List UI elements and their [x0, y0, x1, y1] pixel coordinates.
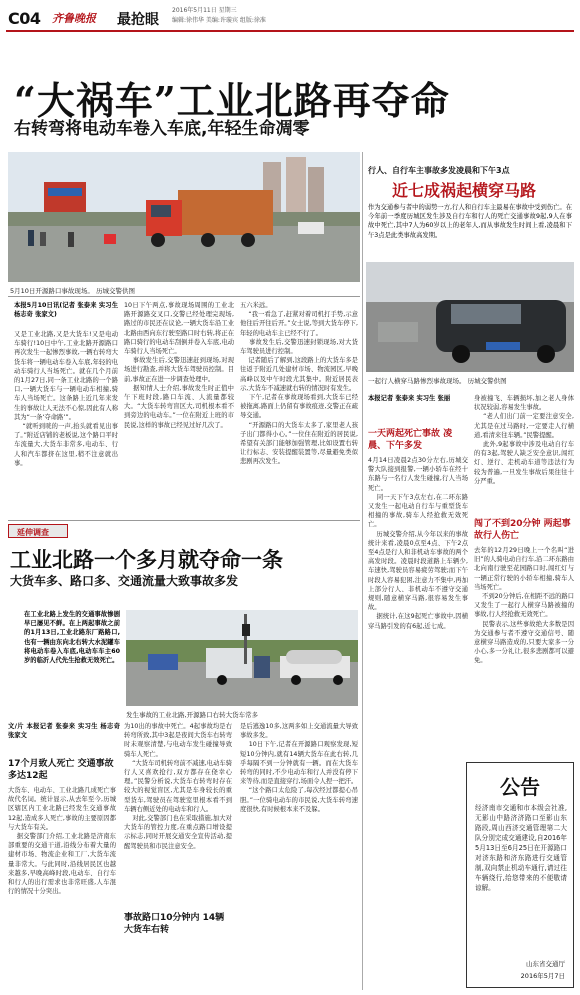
side-lead: 作为交通参与者中的弱势一方,行人和自行车主最易在事故中受到伤亡。在今年前一季度历城区发生涉及自行车和行人的死亡交通事故9起,9人在事故中死亡,其中7人为60岁以上的老年人,而从事故发生时间上看,凌晨和下午3点是此类事故高发期。 [368, 204, 572, 239]
investigation-subhead: 大货车多、路口多、交通流量大致事故多发 [10, 574, 239, 588]
crash-car-illustration [366, 262, 574, 372]
investigation-byline: 文/片 本报记者 张泰来 实习生 杨志奇 张家文 [8, 723, 123, 740]
side-body-col3: 去年的12月29日晚上一个名叫“进旧”的人骑电动自行车,沿二环东路由北向南行驶至花园路口时,闯红灯与一辆正常行驶的小轿车相撞,骑车人当场死亡。 不到20分钟后,在相距不远的路口又发生了一起行人横穿马路被撞的事故,行人经抢救无效死亡。 民警表示,这些事故绝大多数是因为交通参与者不遵守交通信号、随意横穿马路造成的,只要大家多一分小心,多一分礼让,很多悲剧都可以避免。 [474, 547, 574, 665]
investigation-body-col3: 是后逃逸10多,这两多如上交通流量大导致事故多发。 10日下午,记者在开源路口观察发现,短短10分钟内,就有14辆大货车在此右转,几乎每隔不到一分钟就有一辆。而在大货车转弯的同时,不少电动车和行人并没有停下来等待,而是直接穿行,场面令人捏一把汗。 “这个路口太危险了,每次经过都提心吊胆。”一位骑电动车的市民说,大货车转弯速度很快,有时候根本来不及躲。 [240, 723, 358, 813]
side-body-col1: 4月14日凌晨2点30分左右,历城交警大队接到报警,一辆小轿车在经十东路与一名行人发生碰撞,行人当场死亡。 同一天下午3点左右,在二环东路又发生一起电动自行车与重型货车相撞的事故,骑车人经抢救无效死亡。 历城交警介绍,从今年以来的事故统计来看,凌晨0点至4点、下午2点至4点是行人和非机动车事故的两个高发时段。凌晨时段道路上车辆少,车速快,驾驶员容易疲劳驾驶;而下午时段人容易犯困,注意力不集中,再加上部分行人、非机动车不遵守交通规则,随意横穿马路,很容易发生事故。 据统计,在这9起死亡事故中,因横穿马路引发的有6起,近七成。 [368, 457, 468, 630]
issue-date: 2016年5月11日 星期三 [172, 7, 237, 14]
main-byline: 本报5月10日讯(记者 张泰来 实习生 杨志奇 张家文) [14, 302, 121, 319]
side-subhead-2: 闯了不到20分钟 两起事故行人伤亡 [474, 519, 571, 541]
side-kicker: 行人、自行车主事故多发凌晨和下午3点 [368, 166, 510, 175]
section-title: 最抢眼 [117, 12, 159, 28]
main-subhead: 右转弯将电动车卷入车底,年轻生命凋零 [14, 119, 310, 139]
paper-logo: 齐鲁晚报 [52, 12, 96, 25]
investigation-lead: 在工业北路上发生的交通事故惨剧早已屡见不鲜。在上两起事故之前的1月13日,工业北路东厂路路口,也有一辆由东向北右转大水泥罐车将电动车卷入车底,电动车车主60岁的临沂人代先生抢救无效死亡。 [24, 611, 120, 665]
side-photo [366, 262, 574, 372]
investigation-photo [126, 610, 358, 706]
notice-body: 经济南市交通和市本级会社准,无影山中路济济路口至影山东路段,周山西济交通管理第二大队分别完成交通建设,自2016年5月13日至6月25日在开源路口对济东路和济东路进行交通管制,双向禁止机动车通行,请过往车辆绕行,给您带来的不便敬请谅解。 [475, 804, 567, 892]
notice-date: 2016年5月7日 [520, 972, 565, 980]
investigation-body-col1: 大货车、电动车、工业北路几成死亡事故代名词。统计显示,从去年至今,历城区辖区内工业北路已经发生交通事故12起,造成多人死亡,事故的主要原因都与大货车有关。 据交警部门介绍,工业北路是济南东部重要的交通干道,沿线分布着大量的建材市场、物流企业和工厂,大货车流量非常大。与此同时,沿线居民区也越来越多,早晚高峰时段,电动车、自行车和行人的出行需求也非常旺盛,人车混行的情况十分突出。 [8, 787, 116, 896]
page-number: C04 [8, 9, 41, 28]
main-body-col2: 10日下午两点,事故现场周围的工业北路开源路交叉口,交警已经处理完现场,路过的市民还在议论,一辆大货车沿工业北路由西向东行驶至路口时右转,将正在路口骑行的电动车刮倒并卷入车底,电动车骑行人当场死亡。 事故发生后,交警迅速赶到现场,对现场进行勘查,并将大货车驾驶员控制。目前,事故正在进一步调查处理中。 据知情人士介绍,事故发生时正值中午下班时段,路口车流、人流量都较大。“大货车转弯盲区大,司机根本看不到旁边的电动车。”一位在附近上班的市民说,这样的事故已经见过好几次了。 [124, 302, 234, 429]
editor-credits: 编辑:徐伟华 美编:许璇宾 组版:徐准 [172, 17, 266, 24]
header-rule [6, 30, 574, 32]
investigation-body-col2: 为10出的事故中死亡。4起事故均是右转弯所致,其中3起是夜间大货车右转弯时未观察清楚,与电动车发生碰撞导致骑车人死亡。 “大货车司机转弯前不减速,电动车骑行人又喜欢抢行,双方都存在侥幸心理。”民警分析说,大货车右转弯时存在较大的视觉盲区,尤其是车身较长的重型货车,驾驶员在驾驶室里根本看不到车辆右侧近处的电动车和行人。 对此,交警部门也在采取措施,加大对大货车的管控力度,在重点路口增设提示标志,同时开展交通安全宣传活动,提醒驾驶员和市民注意安全。 [124, 723, 232, 850]
accident-photo-main [8, 152, 360, 282]
side-subhead: 一天两起死亡事故 凌晨、下午多发 [368, 429, 453, 451]
accident-scene-illustration [8, 152, 360, 282]
investigation-tag [8, 524, 68, 538]
notice-title: 公告 [500, 775, 540, 799]
section-rule [8, 520, 360, 521]
public-notice [466, 762, 574, 988]
side-title: 近七成祸起横穿马路 [392, 181, 537, 200]
column-divider [362, 152, 363, 990]
side-byline: 本报记者 张泰来 实习生 张丽 [368, 395, 451, 402]
investigation-h1: 17个月致人死亡 交通事故多达12起 [8, 759, 114, 781]
road-trucks-illustration [126, 610, 358, 706]
main-body-col3: 五六米远。 “我一看急了,赶紧对着司机打手势,示意他往后开往后开。”女士说,等到大货车停下,年轻的电动车主已经不行了。 事故发生后,交警迅速封锁现场,对大货车驾驶员进行控制。 记者随后了解到,这段路上的大货车多是往返于附近几处建材市场、物流园区,早晚高峰以及中午时段尤其集中。附近居民表示,大货车不减速就右转的情况时有发生。 下午,记者在事故现场看到,大货车已经被拖离,路面上仍留有事故痕迹,交警正在疏导交通。 “开源路口的大货车太多了,家里老人孩子出门都得小心。”一位住在附近的居民说,希望有关部门能够加强管理,比如设置右转让行标志、安装提醒装置等,尽量避免类似悲剧再次发生。 [240, 302, 359, 466]
side-body-col2: 身被撞飞、车辆损坏,加之老人身体状况较弱,容易发生事故。 “老人们出门前一定要注意安全,尤其是在过马路时,一定要走人行横道,看清来往车辆。”民警提醒。 此外,9起事故中涉及电动自行车的有3起,驾驶人缺乏安全意识,闯红灯、逆行、走机动车道等违法行为较为普遍,一旦发生事故后果往往十分严重。 [474, 395, 574, 485]
side-photo-caption: 一起行人横穿马路惨烈事故现场。 历城交警供图 [368, 377, 507, 385]
notice-signer: 山东省交通厅 [526, 960, 565, 968]
investigation-title: 工业北路一个多月就夺命一条 [10, 548, 283, 572]
investigation-photo-caption: 发生事故的工业北路,开源路口右转大货车常多 [126, 711, 259, 719]
main-photo-caption: 5月10日开源路口事故现场。 历城交警供图 [10, 287, 135, 295]
main-body-col1: 又是工业北路,又是大货车!又是电动车骑行!10日中午,工业北路开源路口再次发生一起惨烈事故,一辆右转弯大货车将一辆电动车卷入车底,年轻的电动车骑行人当场死亡。就在几个月前的1月27日,同一条工业北路的一个路口,一辆大货车与一辆电动车相撞,骑车人当场死亡。这条路上近几年来发生的事故让人无法不心惊,因此有人称其为“一条‘夺命路’”。 “就听到咣的一声,抬头就看见出事了。”附近店铺的老板说,这个路口平时车流量大,大货车非常多,电动车、行人和汽车都挤在这里,稍不注意就出事。 [14, 331, 118, 467]
main-headline: “大祸车”工业北路再夺命 [14, 78, 450, 123]
rule-under-photo [8, 296, 360, 297]
investigation-h2: 事故路口10分钟内 14辆大货车右转 [124, 913, 225, 935]
investigation-tag-label: 延伸调查 [17, 528, 49, 537]
page-header [0, 0, 580, 34]
